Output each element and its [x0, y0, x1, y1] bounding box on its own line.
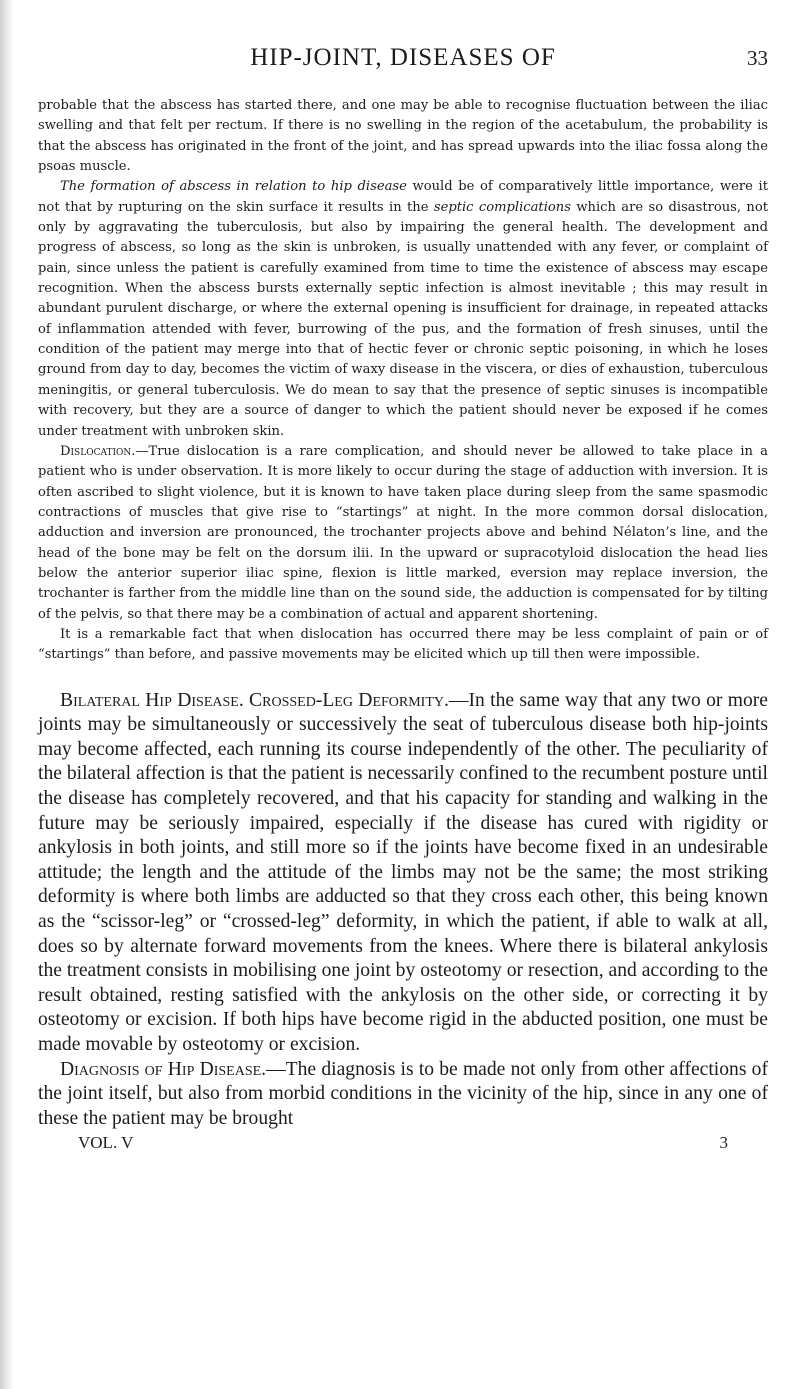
paragraph-dislocation-remark: It is a remarkable fact that when dislocation has occurred there may be less complaint of pain or of “startings” than before, and passive movements may be elicited which up till then were impossible.	[38, 626, 768, 663]
book-page	[38, 0, 768, 1157]
paragraph-text: —In the same way that any two or more joints may be simultaneously or successively the seat of tuberculous disease both hip-joints may become affected, each running its course independently of the other. The peculiarity of the bilateral affection is that the patient is necessarily confined to the recumbent posture until the disease has completely recovered, and that his capacity for standing and walking in the future may be seriously impaired, especially if the disease has cured with rigidity or ankylosis in both joints, and still more so if the joints have become fixed in an undesirable attitude; the length and the attitude of the limbs may not be the same; the most striking deformity is where both limbs are adducted so that they cross each other, this being known as the “scissor-leg” or “crossed-leg” deformity, in which the patient, if able to walk at all, does so by alternate forward movements from the knees. Where there is bilateral ankylosis the treatment consists in mobilising one joint by osteotomy or resection, and according to the result obtained, resting satisfied with the ankylosis on the other side, or correcting it by osteotomy or excision. If both hips have become rigid in the abducted position, one must be made movable by osteotomy or excision.	[38, 689, 768, 1055]
paragraph-abscess-fluctuation: probable that the abscess has started there, and one may be able to recognise fluctuation between the iliac swelling and that felt per rectum. If there is no swelling in the region of the acetabulum, the probability is that the abscess has originated in the front of the joint, and has spread upwards into the iliac fossa along the psoas muscle.	[38, 98, 768, 175]
paragraph-text: —True dislocation is a rare complication, and should never be allowed to take place in a patient who is under observation. It is more likely to occur during the stage of adduction with inversion. It is often ascribed to slight violence, but it is known to have taken place during sleep from the same spasmodic contractions of muscles that give rise to “startings” at night. In the more common dorsal dislocation, adduction and inversion are pronounced, the trochanter projects above and behind Nélaton’s line, and the head of the bone may be felt on the dorsum ilii. In the upward or supracotyloid dislocation the head lies below the anterior superior iliac spine, flexion is little marked, eversion may replace inversion, the trochanter is farther from the middle line than on the sound side, the adduction is compensated for by tilting of the pelvis, so that there may be a combination of actual and apparent shortening.	[38, 443, 768, 622]
page-footer	[38, 1133, 768, 1157]
italic-phrase: septic complications	[433, 199, 571, 215]
paragraph-septic-complications	[38, 177, 768, 441]
running-head: HIP-JOINT, DISEASES OF	[250, 44, 556, 71]
signature-mark: 3	[719, 1133, 728, 1153]
paragraph-bilateral-hip-disease	[38, 689, 768, 1058]
section-heading-bilateral: Bilateral Hip Disease. Crossed-Leg Deformity.	[60, 689, 449, 711]
page-binding-shadow	[0, 0, 14, 1389]
italic-phrase: The formation of abscess in relation to hip disease	[60, 179, 407, 195]
section-heading-diagnosis: Diagnosis of Hip Disease.	[60, 1058, 267, 1080]
paragraph-dislocation	[38, 442, 768, 625]
page-number: 33	[747, 46, 768, 70]
small-print-section	[38, 96, 768, 666]
section-heading-dislocation: Dislocation.	[60, 443, 136, 459]
large-print-section	[38, 689, 768, 1132]
paragraph-text: which are so disastrous, not only by aggravating the tuberculosis, but also by impairing the general health. The development and progress of abscess, so long as the skin is unbroken, is usually unattended with any fever, or complaint of pain, since unless the patient is carefully examined from time to time the existence of abscess may escape recognition. When the abscess bursts externally septic infection is almost inevitable ; this may result in abundant purulent discharge, or where the external opening is insufficient for drainage, in repeated attacks of inflammation attended with fever, burrowing of the pus, and the formation of fresh sinuses, until the condition of the patient may merge into that of hectic fever or chronic septic poisoning, in which he loses ground from day to day, becomes the victim of waxy disease in the viscera, or dies of exhaustion, tuberculous meningitis, or general tuberculosis. We do mean to say that the presence of septic sinuses is incompatible with recovery, but they are a source of danger to which the patient should never be exposed if he comes under treatment with unbroken skin.	[38, 199, 769, 439]
paragraph-text: —The diagnosis is to be made not only from other affections of the joint itself, but also from morbid conditions in the vicinity of the hip, since in any one of these the patient may be brought	[38, 1058, 768, 1129]
paragraph-diagnosis	[38, 1058, 768, 1132]
paragraph-text: would be of comparatively little importance, were it not that by rupturing on the skin surface it results in the	[38, 179, 768, 215]
volume-label: VOL. V	[78, 1133, 134, 1153]
page-header	[38, 44, 768, 84]
